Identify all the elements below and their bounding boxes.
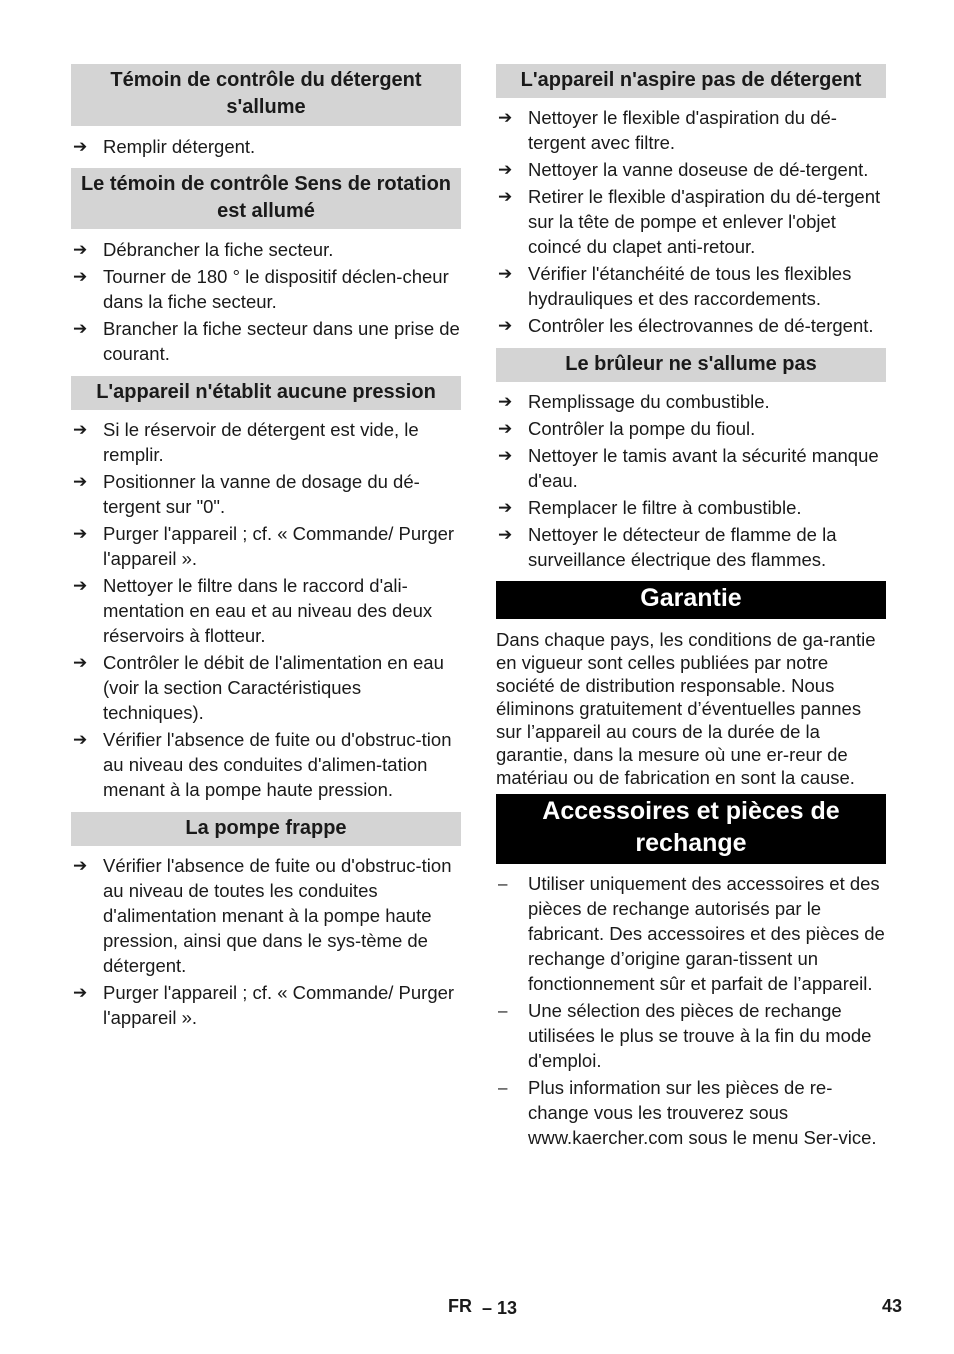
section-heading: Accessoires et pièces de rechange: [496, 794, 886, 864]
list-item-text: Remplissage du combustible.: [528, 391, 770, 412]
arrow-icon: ➔: [73, 730, 88, 749]
list-item: [71, 573, 461, 648]
list-item-text: Contrôler les électrovannes de dé-tergent.: [528, 315, 874, 336]
section-heading: Le brûleur ne s'allume pas: [496, 348, 886, 382]
arrow-icon: ➔: [498, 316, 513, 335]
list-item-text: Une sélection des pièces de rechange utilisées le plus se trouve à la fin du mode d'emploi.: [528, 1000, 872, 1071]
footer-language: FR: [448, 1296, 472, 1316]
section-heading: La pompe frappe: [71, 812, 461, 846]
list-item: [71, 727, 461, 802]
section-bruleur: [496, 348, 886, 572]
item-list: [496, 871, 886, 1150]
list-item: [71, 980, 461, 1030]
list-item: [496, 443, 886, 493]
arrow-icon: ➔: [73, 472, 88, 491]
list-item: [496, 313, 886, 338]
dash-icon: –: [498, 1078, 508, 1097]
list-item: [496, 389, 886, 414]
list-item-text: Purger l'appareil ; cf. « Commande/ Purger l'appareil ».: [103, 982, 455, 1028]
item-list: [71, 237, 461, 366]
list-item-text: Vérifier l'étanchéité de tous les flexibles hydrauliques et des raccordements.: [528, 263, 852, 309]
list-item-text: Si le réservoir de détergent est vide, le remplir.: [103, 419, 419, 465]
item-list: [496, 105, 886, 338]
section-pompe-frappe: [71, 812, 461, 1030]
arrow-icon: ➔: [73, 524, 88, 543]
section-temoin-detergent: [71, 64, 461, 159]
arrow-icon: ➔: [73, 240, 88, 259]
list-item-text: Utiliser uniquement des accessoires et des pièces de rechange autorisés par le fabricant. Des accessoires et des pièces de rechange d’origine garan-tissent un fonctionnement sûr et parfait de l’appareil.: [528, 873, 885, 994]
list-item-text: Vérifier l'absence de fuite ou d'obstruc-tion au niveau de toutes les conduites d'alimentation menant à la pompe haute pression, ainsi que dans le sys-tème de détergent.: [103, 855, 452, 976]
list-item-text: Plus information sur les pièces de re-change vous les trouverez sous www.kaercher.com sous le menu Ser-vice.: [528, 1077, 877, 1148]
list-item-text: Débrancher la fiche secteur.: [103, 239, 334, 260]
arrow-icon: ➔: [498, 160, 513, 179]
section-sens-rotation: [71, 168, 461, 366]
section-heading: Le témoin de contrôle Sens de rotation est allumé: [71, 168, 461, 229]
arrow-icon: ➔: [73, 267, 88, 286]
left-column: [71, 64, 461, 1030]
arrow-icon: ➔: [498, 264, 513, 283]
section-aucune-pression: [71, 376, 461, 802]
arrow-icon: ➔: [73, 420, 88, 439]
arrow-icon: ➔: [498, 419, 513, 438]
list-item-text: Remplir détergent.: [103, 136, 256, 157]
dash-icon: –: [498, 1001, 508, 1020]
arrow-icon: ➔: [73, 983, 88, 1002]
list-item-text: Purger l'appareil ; cf. « Commande/ Purger l'appareil ».: [103, 523, 455, 569]
list-item-text: Nettoyer le filtre dans le raccord d'ali-mentation en eau et au niveau des deux réservoirs à flotteur.: [103, 575, 433, 646]
list-item: [496, 1075, 886, 1150]
footer-page-number: 43: [882, 1296, 903, 1316]
arrow-icon: ➔: [498, 498, 513, 517]
list-item: [71, 264, 461, 314]
item-list: [71, 417, 461, 802]
paragraph: Dans chaque pays, les conditions de ga-rantie en vigueur sont celles publiées par notre société de distribution responsable. Nous éliminons gratuitement d’éventuelles pannes sur l’appareil au cours de la durée de la garantie, dans la mesure où une er-reur de matériau ou de fabrication en sont la cause.: [496, 629, 876, 788]
arrow-icon: ➔: [73, 856, 88, 875]
section-accessoires: [496, 794, 886, 1150]
arrow-icon: ➔: [73, 137, 88, 156]
list-item-text: Vérifier l'absence de fuite ou d'obstruc-tion au niveau des conduites d'alimen-tation menant à la pompe haute pression.: [103, 729, 452, 800]
list-item: [71, 469, 461, 519]
list-item: [496, 105, 886, 155]
list-item: [496, 261, 886, 311]
section-heading: Garantie: [496, 581, 886, 619]
list-item: [496, 998, 886, 1073]
list-item: [71, 521, 461, 571]
arrow-icon: ➔: [73, 576, 88, 595]
list-item: [496, 184, 886, 259]
list-item-text: Remplacer le filtre à combustible.: [528, 497, 802, 518]
list-item-text: Contrôler la pompe du fioul.: [528, 418, 756, 439]
list-item-text: Nettoyer le tamis avant la sécurité manque d'eau.: [528, 445, 879, 491]
list-item-text: Nettoyer la vanne doseuse de dé-tergent.: [528, 159, 869, 180]
list-item-text: Contrôler le débit de l'alimentation en eau (voir la section Caractéristiques techniques).: [103, 652, 444, 723]
item-list: [71, 853, 461, 1030]
arrow-icon: ➔: [498, 108, 513, 127]
list-item-text: Brancher la fiche secteur dans une prise de courant.: [103, 318, 460, 364]
list-item: [496, 522, 886, 572]
list-item-text: Nettoyer le détecteur de flamme de la surveillance électrique des flammes.: [528, 524, 837, 570]
item-list: [71, 134, 461, 159]
section-aspire-detergent: [496, 64, 886, 338]
list-item: [71, 134, 461, 159]
footer-page-ref: – 13: [482, 1298, 518, 1318]
arrow-icon: ➔: [498, 392, 513, 411]
list-item: [496, 416, 886, 441]
dash-icon: –: [498, 874, 508, 893]
item-list: [496, 389, 886, 572]
arrow-icon: ➔: [73, 653, 88, 672]
list-item-text: Retirer le flexible d'aspiration du dé-tergent sur la tête de pompe et enlever l'objet coincé du clapet anti-retour.: [528, 186, 881, 257]
list-item: [71, 237, 461, 262]
section-garantie: [496, 581, 886, 789]
list-item-text: Tourner de 180 ° le dispositif déclen-cheur dans la fiche secteur.: [103, 266, 449, 312]
list-item: [496, 157, 886, 182]
right-column: [496, 64, 886, 1150]
list-item: [496, 871, 886, 996]
arrow-icon: ➔: [498, 446, 513, 465]
arrow-icon: ➔: [73, 319, 88, 338]
list-item: [71, 650, 461, 725]
section-heading: L'appareil n'aspire pas de détergent: [496, 64, 886, 98]
list-item: [71, 316, 461, 366]
list-item: [71, 853, 461, 978]
list-item-text: Positionner la vanne de dosage du dé-tergent sur "0".: [103, 471, 420, 517]
arrow-icon: ➔: [498, 525, 513, 544]
list-item: [496, 495, 886, 520]
section-heading: L'appareil n'établit aucune pression: [71, 376, 461, 410]
arrow-icon: ➔: [498, 187, 513, 206]
section-heading: Témoin de contrôle du détergent s'allume: [71, 64, 461, 126]
list-item: [71, 417, 461, 467]
list-item-text: Nettoyer le flexible d'aspiration du dé-tergent avec filtre.: [528, 107, 837, 153]
